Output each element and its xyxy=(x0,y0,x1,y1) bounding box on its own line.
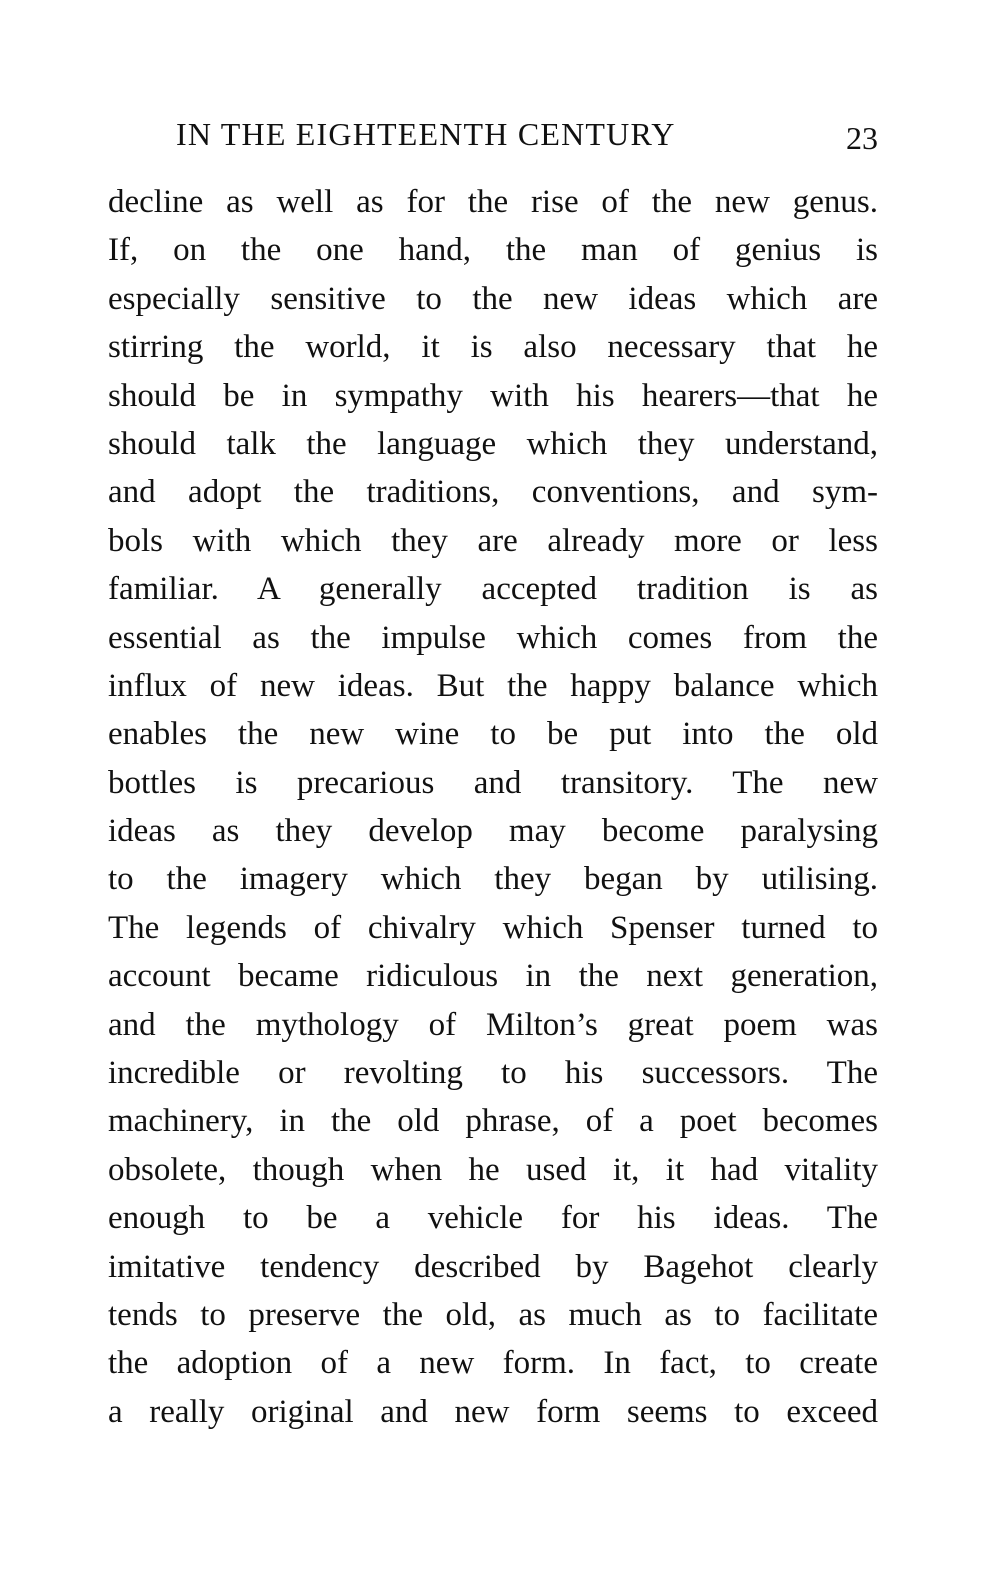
text-line: stirring the world, it is also necessary that he xyxy=(108,329,878,366)
text-line: decline as well as for the rise of the new genus. xyxy=(108,184,878,220)
text-line: influx of new ideas. But the happy balance which xyxy=(108,667,878,704)
text-line: enough to be a vehicle for his ideas. The xyxy=(108,1200,878,1237)
text-line: a really original and new form seems to exceed xyxy=(108,1393,878,1430)
text-line: should talk the language which they understand, xyxy=(108,425,878,462)
text-line: and adopt the traditions, conventions, and sym- xyxy=(108,474,878,511)
text-line: If, on the one hand, the man of genius is xyxy=(108,232,878,269)
text-line: tends to preserve the old, as much as to facilitate xyxy=(108,1296,878,1333)
text-line: incredible or revolting to his successors. The xyxy=(108,1055,878,1092)
text-line: account became ridiculous in the next generation, xyxy=(108,958,878,995)
text-line: ideas as they develop may become paralysing xyxy=(108,813,878,850)
body-text xyxy=(108,178,878,1436)
text-line: essential as the impulse which comes from the xyxy=(108,619,878,656)
text-line: the adoption of a new form. In fact, to create xyxy=(108,1345,878,1382)
text-line: especially sensitive to the new ideas which are xyxy=(108,280,878,317)
text-line: enables the new wine to be put into the old xyxy=(108,716,878,753)
text-line: imitative tendency described by Bagehot clearly xyxy=(108,1248,878,1285)
text-line: The legends of chivalry which Spenser turned to xyxy=(108,909,878,946)
running-title: IN THE EIGHTEENTH CENTURY xyxy=(176,116,676,152)
text-line: obsolete, though when he used it, it had vitality xyxy=(108,1151,878,1188)
text-line: bottles is precarious and transitory. The new xyxy=(108,764,878,801)
text-line: to the imagery which they began by utilising. xyxy=(108,861,878,898)
text-line: familiar. A generally accepted tradition is as xyxy=(108,571,878,608)
text-line: and the mythology of Milton’s great poem was xyxy=(108,1006,878,1043)
text-line: should be in sympathy with his hearers—that he xyxy=(108,377,878,414)
text-line: bols with which they are already more or less xyxy=(108,522,878,559)
page-number: 23 xyxy=(846,120,878,156)
running-head xyxy=(108,112,878,156)
text-line: machinery, in the old phrase, of a poet becomes xyxy=(108,1103,878,1140)
